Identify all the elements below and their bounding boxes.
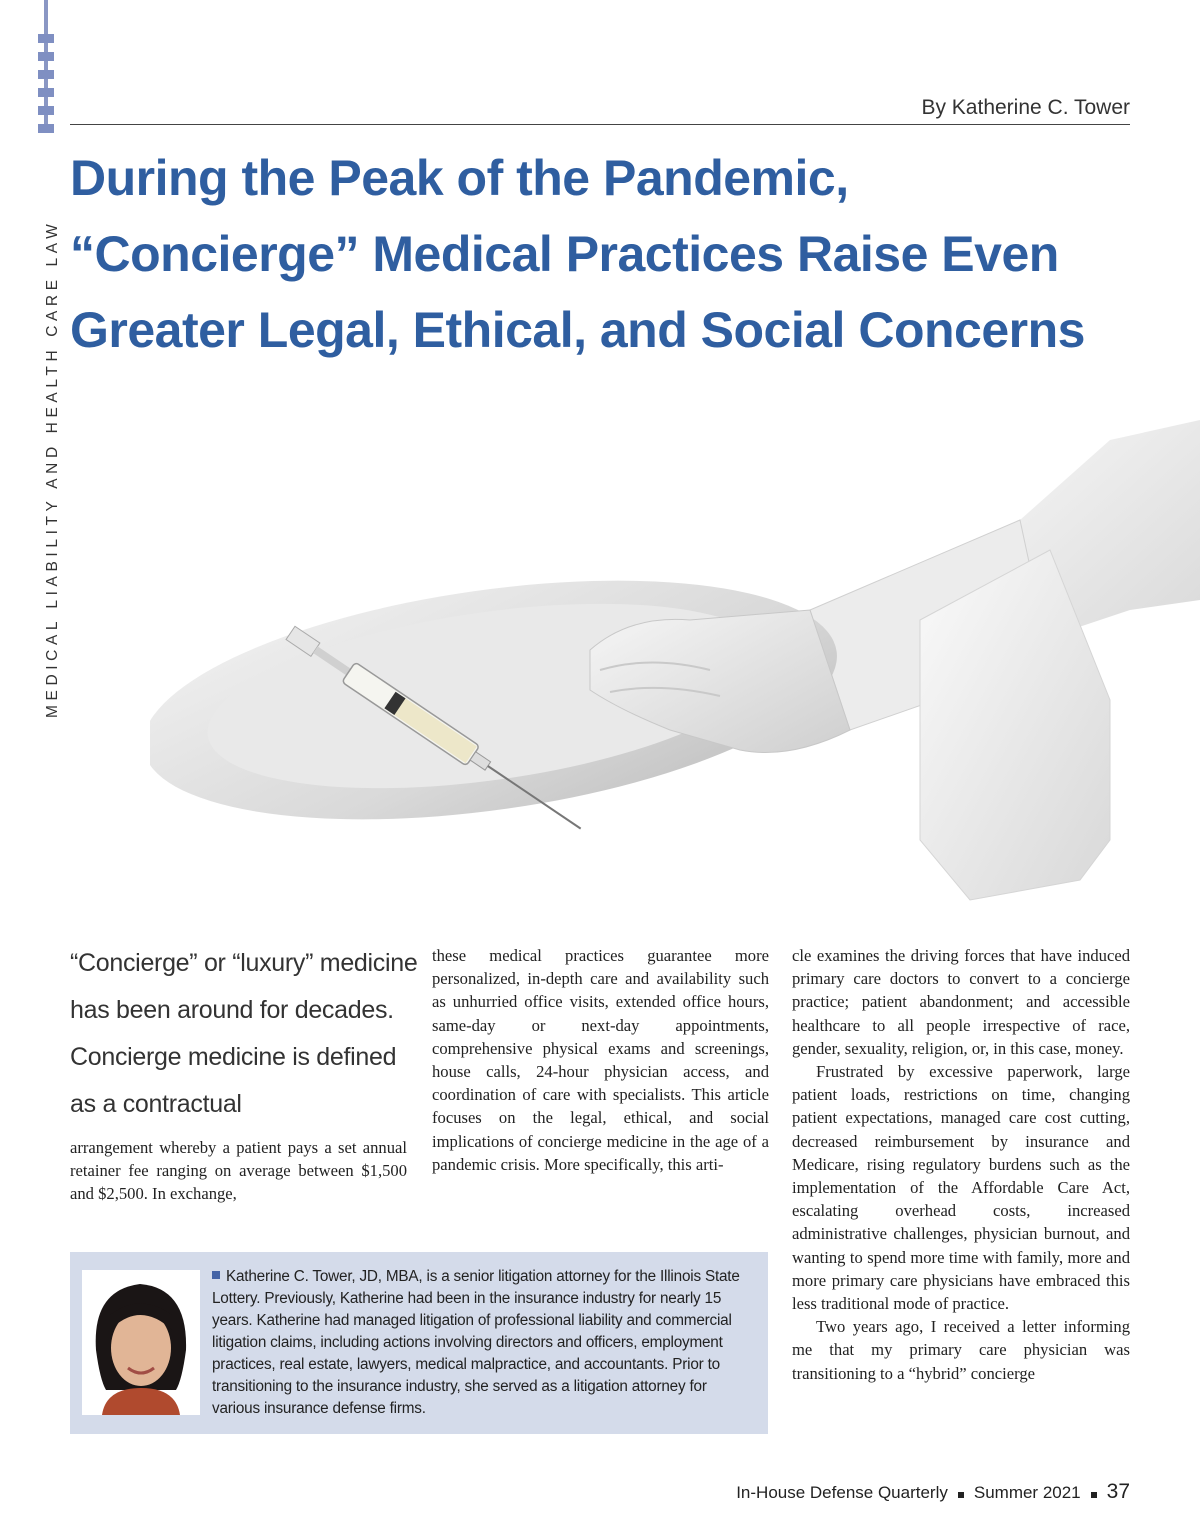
bullet-icon [212,1271,220,1279]
headline-line-2: “Concierge” Medical Practices Raise Even [70,226,1059,282]
author-portrait-icon [82,1270,200,1415]
page-footer [736,1480,1130,1504]
page-number: 37 [1106,1480,1130,1503]
headline-line-1: During the Peak of the Pandemic, [70,150,849,206]
header-rule [70,124,1130,125]
body-paragraph: Two years ago, I received a letter informing me that my primary care physician was transitioning to a “hybrid” concierge [792,1317,1130,1383]
body-paragraph: cle examines the driving forces that have induced primary care doctors to convert to a concierge practice; patient abandonment; and accessible healthcare to all people irrespective of race, gender, sexuality, religion, or, in this case, money. [792,946,1130,1058]
footer-publication: In-House Defense Quarterly [736,1483,948,1502]
author-bio-text [212,1266,758,1420]
body-column-3 [792,944,1130,1385]
edge-accent-squares [38,0,54,145]
plate-syringe-illustration [150,400,1200,920]
footer-separator-icon [1091,1492,1097,1498]
footer-issue: Summer 2021 [973,1483,1081,1502]
body-paragraph: Frustrated by excessive paperwork, large patient loads, restrictions on time, changing patient expectations, managed care cost cutting, decreased reimbursement by insurance and Medicare, rising regulatory burdens such as the implementation of the Affordable Care Act, escalating overhead costs, increased administrative challenges, physician burnout, and wanting to spend more time with family, more and more primary care physicians have embraced this less traditional mode of practice. [792,1062,1130,1314]
author-bio-content: Katherine C. Tower, JD, MBA, is a senior litigation attorney for the Illinois State Lottery. Previously, Katherine had been in the insurance industry for nearly 15 years. Katherine had managed litigation of professional liability and commercial litigation claims, including actions involving directors and officers, employment practices, real estate, lawyers, medical malpractice, and accountants. Prior to transitioning to the insurance industry, she served as a litigation attorney for various insurance defense firms. [212,1268,740,1417]
footer-separator-icon [958,1492,964,1498]
lead-paragraph: “Concierge” or “luxury” medicine has been around for decades. Concierge medicine is defined as a contractual [70,949,418,1118]
headline-line-3: Greater Legal, Ethical, and Social Concerns [70,302,1085,358]
section-label: MEDICAL LIABILITY AND HEALTH CARE LAW [44,219,61,718]
article-headline [70,140,1150,368]
author-bio-box [70,1252,768,1434]
byline: By Katherine C. Tower [921,96,1130,119]
body-column-1: arrangement whereby a patient pays a set annual retainer fee ranging on average between $1,500 and $2,500. In exchange, [70,1138,407,1204]
body-column-2: these medical practices guarantee more personalized, in-depth care and availability such as unhurried office visits, extended office hours, same-day or next-day appointments, comprehensive physical exams and screenings, house calls, 24-hour physician access, and coordination of care with specialists. This article focuses on the legal, ethical, and social implications of concierge medicine in the age of a pandemic crisis. More specifically, this arti- [432,946,769,1174]
author-photo [82,1270,200,1415]
